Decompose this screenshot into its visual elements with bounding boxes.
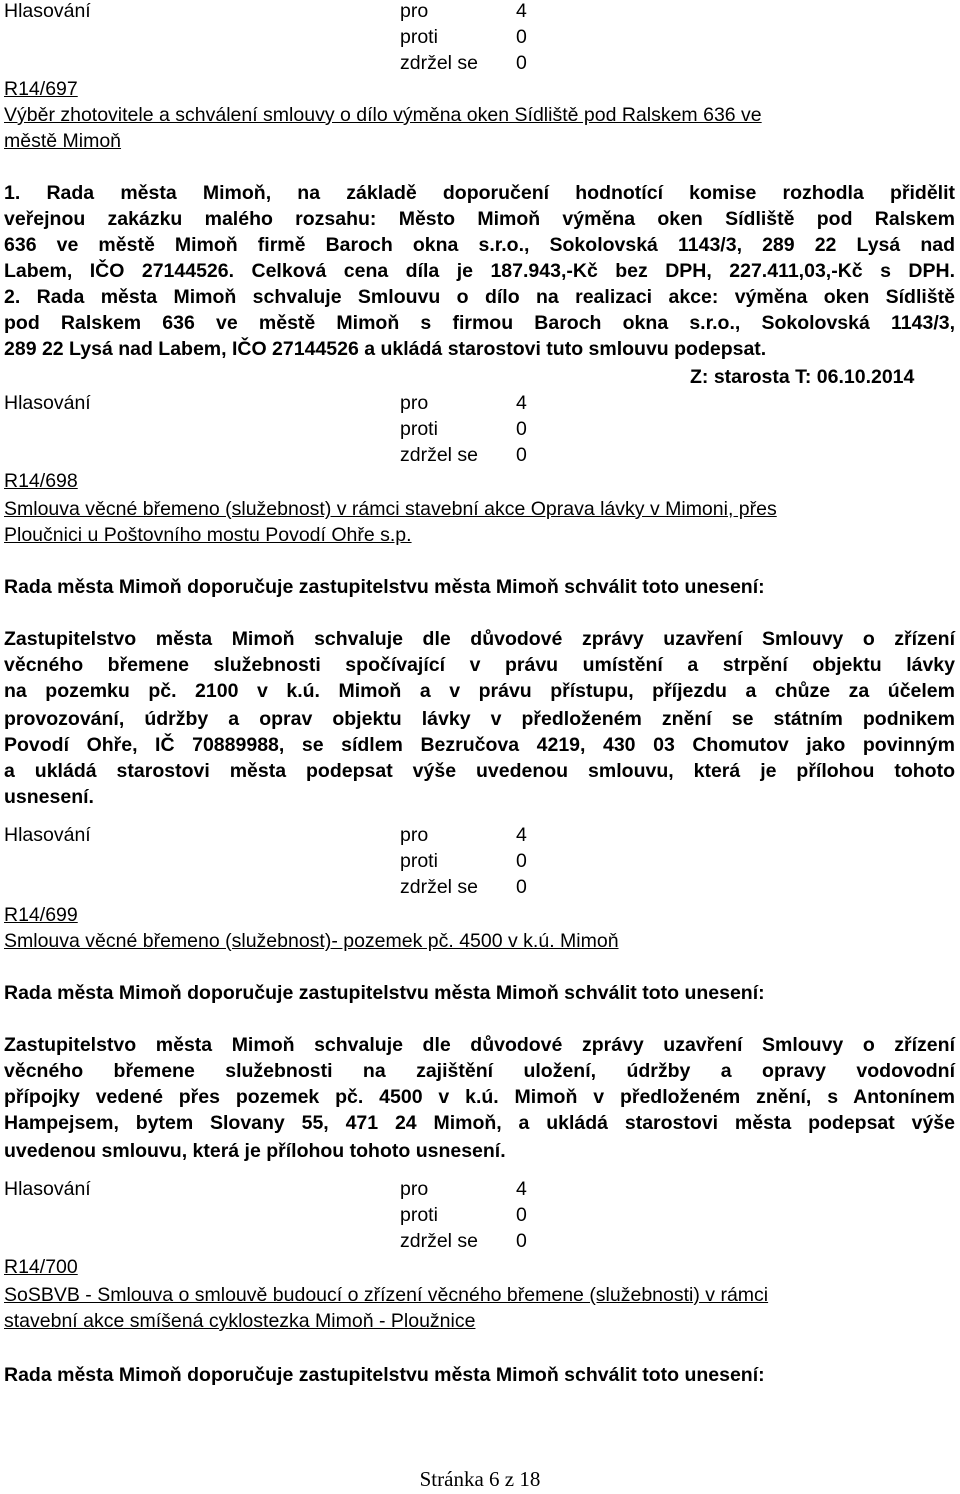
paragraph-line: Zastupitelstvo města Mimoň schvaluje dle důvodové zprávy uzavření Smlouvy o zřízení xyxy=(4,1034,955,1056)
vote-pro: pro xyxy=(400,0,429,22)
resolution-title: Ploučnici u Poštovního mostu Povodí Ohře s.p. xyxy=(4,524,412,546)
paragraph-line: Labem, IČO 27144526. Celková cena díla je 187.943,-Kč bez DPH, 227.411,03,-Kč s DPH. xyxy=(4,260,955,282)
recommendation: Rada města Mimoň doporučuje zastupitelstvu města Mimoň schválit toto unesení: xyxy=(4,576,765,598)
vote-zdrzel: zdržel se xyxy=(400,1230,479,1252)
vote-zdrzel-count: 0 xyxy=(516,876,527,898)
vote-pro-count: 4 xyxy=(516,824,527,846)
paragraph-line: veřejnou zakázku malého rozsahu: Město Mimoň výměna oken Sídliště pod Ralskem xyxy=(4,208,955,230)
resolution-title: městě Mimoň xyxy=(4,130,122,152)
vote-pro-count: 4 xyxy=(516,392,527,414)
vote-pro: pro xyxy=(400,1178,429,1200)
vote-proti: proti xyxy=(400,850,438,872)
deadline: Z: starosta T: 06.10.2014 xyxy=(690,366,915,388)
paragraph-line: věcného břemene služebnosti spočívající v právu umístění a strpění objektu lávky xyxy=(4,654,955,676)
vote-zdrzel-count: 0 xyxy=(516,1230,527,1252)
resolution-id: R14/700 xyxy=(4,1256,78,1278)
vote-zdrzel: zdržel se xyxy=(400,444,479,466)
vote-proti-count: 0 xyxy=(516,850,527,872)
recommendation: Rada města Mimoň doporučuje zastupitelstvu města Mimoň schválit toto unesení: xyxy=(4,1364,765,1386)
vote-label: Hlasování xyxy=(4,824,91,846)
vote-pro: pro xyxy=(400,824,429,846)
vote-zdrzel-count: 0 xyxy=(516,444,527,466)
paragraph-line: a ukládá starostovi města podepsat výše uvedenou smlouvu, která je přílohou tohoto xyxy=(4,760,955,782)
vote-proti-count: 0 xyxy=(516,418,527,440)
paragraph-line: usnesení. xyxy=(4,786,94,808)
recommendation: Rada města Mimoň doporučuje zastupitelstvu města Mimoň schválit toto unesení: xyxy=(4,982,765,1004)
paragraph-line: 2. Rada města Mimoň schvaluje Smlouvu o dílo na realizaci akce: výměna oken Sídliště xyxy=(4,286,955,308)
paragraph-line: pod Ralskem 636 ve městě Mimoň s firmou Baroch okna s.r.o., Sokolovská 1143/3, xyxy=(4,312,955,334)
vote-zdrzel: zdržel se xyxy=(400,876,479,898)
resolution-title: Výběr zhotovitele a schválení smlouvy o dílo výměna oken Sídliště pod Ralskem 636 ve xyxy=(4,104,762,126)
paragraph-line: uvedenou smlouvu, která je přílohou tohoto usnesení. xyxy=(4,1140,506,1162)
vote-label: Hlasování xyxy=(4,392,91,414)
paragraph-line: 636 ve městě Mimoň firmě Baroch okna s.r.o., Sokolovská 1143/3, 289 22 Lysá nad xyxy=(4,234,955,256)
paragraph-line: Povodí Ohře, IČ 70889988, se sídlem Bezručova 4219, 430 03 Chomutov jako povinným xyxy=(4,734,955,756)
resolution-id: R14/697 xyxy=(4,78,78,100)
page-number: Stránka 6 z 18 xyxy=(419,1467,541,1491)
vote-zdrzel-count: 0 xyxy=(516,52,527,74)
resolution-title: stavební akce smíšená cyklostezka Mimoň - Ploužnice xyxy=(4,1310,476,1332)
vote-proti-count: 0 xyxy=(516,1204,527,1226)
vote-pro: pro xyxy=(400,392,429,414)
paragraph-line: 289 22 Lysá nad Labem, IČO 27144526 a ukládá starostovi tuto smlouvu podepsat. xyxy=(4,338,767,360)
paragraph-line: Hampejsem, bytem Slovany 55, 471 24 Mimoň, a ukládá starostovi města podepsat výše xyxy=(4,1112,955,1134)
resolution-id: R14/699 xyxy=(4,904,78,926)
paragraph-line: 1. Rada města Mimoň, na základě doporučení hodnotící komise rozhodla přidělit xyxy=(4,182,955,204)
vote-pro-count: 4 xyxy=(516,0,527,22)
vote-label: Hlasování xyxy=(4,1178,91,1200)
resolution-title: Smlouva věcné břemeno (služebnost)- pozemek pč. 4500 v k.ú. Mimoň xyxy=(4,930,619,952)
vote-proti: proti xyxy=(400,418,438,440)
paragraph-line: provozování, údržby a oprav objektu lávky v předloženém znění se státním podnikem xyxy=(4,708,955,730)
vote-proti: proti xyxy=(400,26,438,48)
paragraph-line: Zastupitelstvo města Mimoň schvaluje dle důvodové zprávy uzavření Smlouvy o zřízení xyxy=(4,628,955,650)
resolution-id: R14/698 xyxy=(4,470,78,492)
paragraph-line: věcného břemene služebnosti na zajištění uložení, údržby a opravy vodovodní xyxy=(4,1060,955,1082)
paragraph-line: přípojky vedené přes pozemek pč. 4500 v k.ú. Mimoň v předloženém znění, s Antonínem xyxy=(4,1086,955,1108)
vote-label: Hlasování xyxy=(4,0,91,22)
vote-pro-count: 4 xyxy=(516,1178,527,1200)
vote-proti: proti xyxy=(400,1204,438,1226)
vote-proti-count: 0 xyxy=(516,26,527,48)
resolution-title: SoSBVB - Smlouva o smlouvě budoucí o zřízení věcného břemene (služebnosti) v rámci xyxy=(4,1284,769,1306)
paragraph-line: na pozemku pč. 2100 v k.ú. Mimoň a v právu přístupu, příjezdu a chůze za účelem xyxy=(4,680,955,702)
resolution-title: Smlouva věcné břemeno (služebnost) v rámci stavební akce Oprava lávky v Mimoni, přes xyxy=(4,498,777,520)
vote-zdrzel: zdržel se xyxy=(400,52,479,74)
